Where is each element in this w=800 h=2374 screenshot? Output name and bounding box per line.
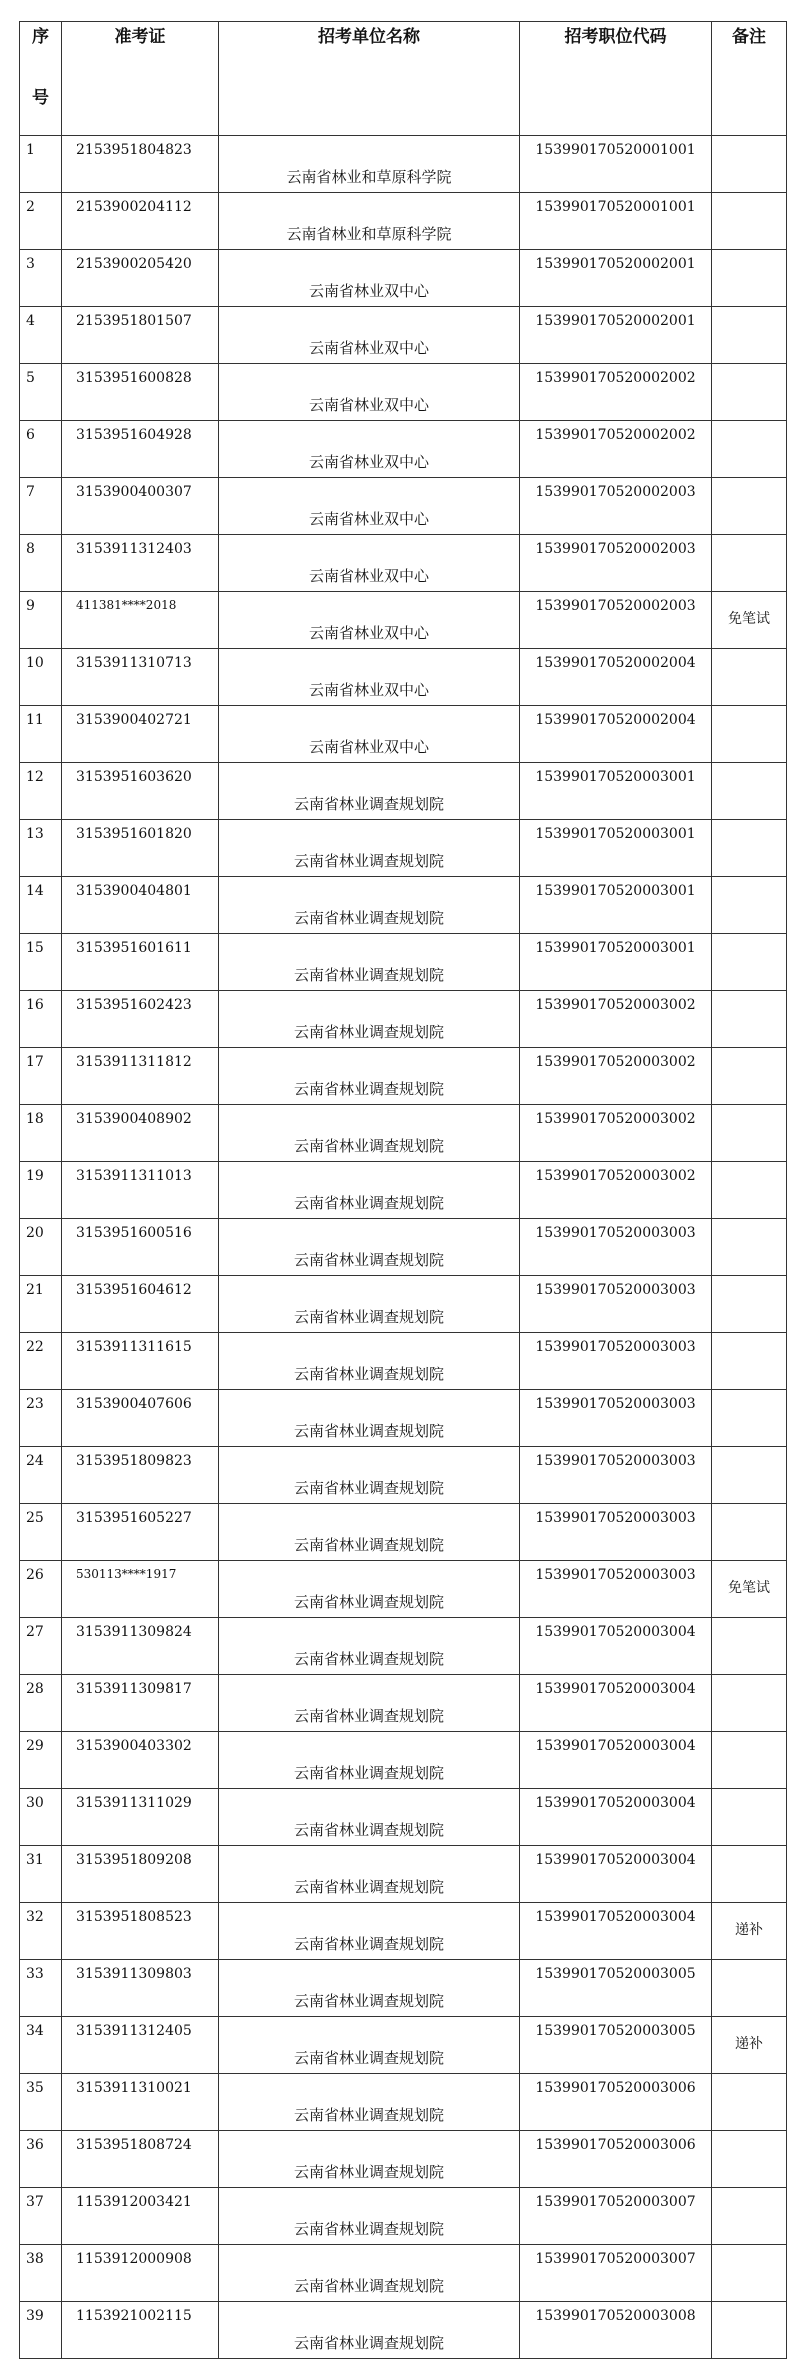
row-ticket-cell: 3153951604612 xyxy=(62,1276,219,1333)
table-row xyxy=(20,1561,787,1618)
row-note-cell xyxy=(712,1162,787,1219)
row-seq-cell: 14 xyxy=(20,877,62,934)
row-unit-cell: 云南省林业调查规划院 xyxy=(219,1276,520,1333)
table-row xyxy=(20,2245,787,2302)
row-ticket-cell: 3153900400307 xyxy=(62,478,219,535)
row-ticket-cell: 3153951600828 xyxy=(62,364,219,421)
row-note-cell xyxy=(712,2245,787,2302)
table-row xyxy=(20,2131,787,2188)
row-note-cell xyxy=(712,364,787,421)
row-seq-cell: 35 xyxy=(20,2074,62,2131)
row-seq-cell: 8 xyxy=(20,535,62,592)
row-unit-cell: 云南省林业双中心 xyxy=(219,250,520,307)
row-position-code-cell: 153990170520002003 xyxy=(520,478,712,535)
row-seq-cell: 17 xyxy=(20,1048,62,1105)
row-seq-cell: 29 xyxy=(20,1732,62,1789)
row-note-cell xyxy=(712,1219,787,1276)
row-seq-cell: 5 xyxy=(20,364,62,421)
row-position-code-cell: 153990170520002002 xyxy=(520,364,712,421)
row-unit-cell: 云南省林业双中心 xyxy=(219,592,520,649)
table-row xyxy=(20,1276,787,1333)
row-position-code-cell: 153990170520003005 xyxy=(520,2017,712,2074)
row-seq-cell: 39 xyxy=(20,2302,62,2359)
row-note-cell: 递补 xyxy=(712,1903,787,1960)
row-seq-cell: 31 xyxy=(20,1846,62,1903)
row-note-cell xyxy=(712,1504,787,1561)
row-ticket-cell: 2153951801507 xyxy=(62,307,219,364)
table-row xyxy=(20,763,787,820)
row-note-cell xyxy=(712,820,787,877)
row-seq-cell: 33 xyxy=(20,1960,62,2017)
row-unit-cell: 云南省林业调查规划院 xyxy=(219,1960,520,2017)
header-seq-bottom: 号 xyxy=(32,88,49,108)
header-seq-top: 序 xyxy=(32,27,49,47)
row-seq-cell: 34 xyxy=(20,2017,62,2074)
row-note-cell xyxy=(712,1675,787,1732)
row-seq-cell: 20 xyxy=(20,1219,62,1276)
row-seq-cell: 13 xyxy=(20,820,62,877)
row-note-cell xyxy=(712,136,787,193)
row-unit-cell: 云南省林业调查规划院 xyxy=(219,1333,520,1390)
row-position-code-cell: 153990170520003002 xyxy=(520,1162,712,1219)
row-position-code-cell: 153990170520003003 xyxy=(520,1561,712,1618)
row-ticket-cell: 3153951605227 xyxy=(62,1504,219,1561)
row-ticket-cell: 1153921002115 xyxy=(62,2302,219,2359)
row-note-cell xyxy=(712,1960,787,2017)
row-seq-cell: 23 xyxy=(20,1390,62,1447)
row-unit-cell: 云南省林业调查规划院 xyxy=(219,763,520,820)
row-unit-cell: 云南省林业调查规划院 xyxy=(219,2302,520,2359)
table-row xyxy=(20,1732,787,1789)
header-note: 备注 xyxy=(712,22,787,136)
row-ticket-cell: 3153911310021 xyxy=(62,2074,219,2131)
row-position-code-cell: 153990170520003001 xyxy=(520,763,712,820)
row-seq-cell: 11 xyxy=(20,706,62,763)
row-note-cell xyxy=(712,535,787,592)
table-row xyxy=(20,2074,787,2131)
table-row xyxy=(20,1789,787,1846)
row-note-cell xyxy=(712,1618,787,1675)
table-row xyxy=(20,1390,787,1447)
row-unit-cell: 云南省林业双中心 xyxy=(219,706,520,763)
header-ticket: 准考证 xyxy=(62,22,219,136)
row-position-code-cell: 153990170520003006 xyxy=(520,2074,712,2131)
row-seq-cell: 1 xyxy=(20,136,62,193)
row-unit-cell: 云南省林业调查规划院 xyxy=(219,1504,520,1561)
table-row xyxy=(20,1618,787,1675)
row-position-code-cell: 153990170520001001 xyxy=(520,136,712,193)
row-ticket-cell: 3153900403302 xyxy=(62,1732,219,1789)
table-row xyxy=(20,706,787,763)
row-position-code-cell: 153990170520003001 xyxy=(520,820,712,877)
row-ticket-cell: 3153900402721 xyxy=(62,706,219,763)
row-ticket-cell: 3153911309803 xyxy=(62,1960,219,2017)
row-unit-cell: 云南省林业调查规划院 xyxy=(219,877,520,934)
row-ticket-cell: 3153911309824 xyxy=(62,1618,219,1675)
row-note-cell: 免笔试 xyxy=(712,592,787,649)
row-seq-cell: 30 xyxy=(20,1789,62,1846)
row-ticket-cell: 3153951603620 xyxy=(62,763,219,820)
row-ticket-cell: 3153911311013 xyxy=(62,1162,219,1219)
row-unit-cell: 云南省林业调查规划院 xyxy=(219,934,520,991)
row-position-code-cell: 153990170520003004 xyxy=(520,1903,712,1960)
row-ticket-cell: 411381****2018 xyxy=(62,592,219,649)
row-ticket-cell: 2153900205420 xyxy=(62,250,219,307)
row-ticket-cell: 1153912003421 xyxy=(62,2188,219,2245)
table-row xyxy=(20,193,787,250)
row-seq-cell: 4 xyxy=(20,307,62,364)
row-position-code-cell: 153990170520003001 xyxy=(520,877,712,934)
row-unit-cell: 云南省林业调查规划院 xyxy=(219,1105,520,1162)
row-unit-cell: 云南省林业调查规划院 xyxy=(219,820,520,877)
row-unit-cell: 云南省林业和草原科学院 xyxy=(219,136,520,193)
table-row xyxy=(20,1846,787,1903)
row-ticket-cell: 3153911311812 xyxy=(62,1048,219,1105)
row-seq-cell: 22 xyxy=(20,1333,62,1390)
row-ticket-cell: 3153900407606 xyxy=(62,1390,219,1447)
row-position-code-cell: 153990170520003002 xyxy=(520,1105,712,1162)
table-row xyxy=(20,1048,787,1105)
row-ticket-cell: 3153951601820 xyxy=(62,820,219,877)
row-position-code-cell: 153990170520003004 xyxy=(520,1618,712,1675)
row-seq-cell: 9 xyxy=(20,592,62,649)
row-seq-cell: 36 xyxy=(20,2131,62,2188)
row-position-code-cell: 153990170520003004 xyxy=(520,1846,712,1903)
row-position-code-cell: 153990170520003004 xyxy=(520,1675,712,1732)
row-seq-cell: 26 xyxy=(20,1561,62,1618)
table-row xyxy=(20,307,787,364)
row-ticket-cell: 3153951601611 xyxy=(62,934,219,991)
row-unit-cell: 云南省林业调查规划院 xyxy=(219,2188,520,2245)
table-row xyxy=(20,991,787,1048)
row-unit-cell: 云南省林业调查规划院 xyxy=(219,1447,520,1504)
header-seq xyxy=(20,22,62,136)
row-note-cell xyxy=(712,1390,787,1447)
table-row xyxy=(20,820,787,877)
row-seq-cell: 7 xyxy=(20,478,62,535)
row-ticket-cell: 3153911312405 xyxy=(62,2017,219,2074)
table-row xyxy=(20,421,787,478)
row-ticket-cell: 1153912000908 xyxy=(62,2245,219,2302)
row-note-cell xyxy=(712,1789,787,1846)
row-position-code-cell: 153990170520003008 xyxy=(520,2302,712,2359)
table-row xyxy=(20,1675,787,1732)
table-row xyxy=(20,649,787,706)
row-unit-cell: 云南省林业双中心 xyxy=(219,307,520,364)
row-note-cell xyxy=(712,1333,787,1390)
row-note-cell xyxy=(712,991,787,1048)
row-position-code-cell: 153990170520003005 xyxy=(520,1960,712,2017)
row-seq-cell: 12 xyxy=(20,763,62,820)
row-note-cell xyxy=(712,2302,787,2359)
row-note-cell: 递补 xyxy=(712,2017,787,2074)
table-row xyxy=(20,2302,787,2359)
row-note-cell xyxy=(712,877,787,934)
table-row xyxy=(20,1903,787,1960)
table-row xyxy=(20,250,787,307)
row-note-cell xyxy=(712,1732,787,1789)
row-position-code-cell: 153990170520003003 xyxy=(520,1504,712,1561)
table-row xyxy=(20,535,787,592)
row-note-cell xyxy=(712,649,787,706)
row-note-cell xyxy=(712,1447,787,1504)
row-note-cell xyxy=(712,1048,787,1105)
table-body xyxy=(20,136,787,2359)
table-row xyxy=(20,1219,787,1276)
row-position-code-cell: 153990170520003003 xyxy=(520,1390,712,1447)
row-note-cell xyxy=(712,478,787,535)
row-ticket-cell: 3153911309817 xyxy=(62,1675,219,1732)
row-unit-cell: 云南省林业调查规划院 xyxy=(219,1561,520,1618)
row-ticket-cell: 3153951604928 xyxy=(62,421,219,478)
row-ticket-cell: 3153911312403 xyxy=(62,535,219,592)
row-position-code-cell: 153990170520003007 xyxy=(520,2188,712,2245)
row-position-code-cell: 153990170520003004 xyxy=(520,1732,712,1789)
row-seq-cell: 28 xyxy=(20,1675,62,1732)
row-position-code-cell: 153990170520003007 xyxy=(520,2245,712,2302)
row-position-code-cell: 153990170520003001 xyxy=(520,934,712,991)
row-ticket-cell: 2153900204112 xyxy=(62,193,219,250)
row-note-cell xyxy=(712,250,787,307)
row-note-cell xyxy=(712,307,787,364)
table-row xyxy=(20,1447,787,1504)
row-note-cell xyxy=(712,706,787,763)
row-note-cell xyxy=(712,934,787,991)
row-unit-cell: 云南省林业双中心 xyxy=(219,649,520,706)
row-note-cell: 免笔试 xyxy=(712,1561,787,1618)
table-row xyxy=(20,136,787,193)
row-note-cell xyxy=(712,2188,787,2245)
row-position-code-cell: 153990170520003003 xyxy=(520,1333,712,1390)
candidate-roster-table xyxy=(19,21,787,2359)
row-seq-cell: 3 xyxy=(20,250,62,307)
table-row xyxy=(20,592,787,649)
row-unit-cell: 云南省林业双中心 xyxy=(219,364,520,421)
row-seq-cell: 38 xyxy=(20,2245,62,2302)
row-position-code-cell: 153990170520003002 xyxy=(520,1048,712,1105)
header-unit: 招考单位名称 xyxy=(219,22,520,136)
row-unit-cell: 云南省林业调查规划院 xyxy=(219,1903,520,1960)
row-position-code-cell: 153990170520002004 xyxy=(520,706,712,763)
table-row xyxy=(20,364,787,421)
row-note-cell xyxy=(712,193,787,250)
row-ticket-cell: 3153951809208 xyxy=(62,1846,219,1903)
row-position-code-cell: 153990170520002004 xyxy=(520,649,712,706)
row-ticket-cell: 3153900404801 xyxy=(62,877,219,934)
table-row xyxy=(20,1105,787,1162)
row-ticket-cell: 3153951808523 xyxy=(62,1903,219,1960)
row-unit-cell: 云南省林业双中心 xyxy=(219,478,520,535)
row-note-cell xyxy=(712,763,787,820)
row-seq-cell: 16 xyxy=(20,991,62,1048)
header-row xyxy=(20,22,787,136)
row-position-code-cell: 153990170520002003 xyxy=(520,592,712,649)
row-ticket-cell: 3153900408902 xyxy=(62,1105,219,1162)
row-seq-cell: 27 xyxy=(20,1618,62,1675)
row-ticket-cell: 530113****1917 xyxy=(62,1561,219,1618)
row-unit-cell: 云南省林业调查规划院 xyxy=(219,2017,520,2074)
row-note-cell xyxy=(712,1846,787,1903)
row-position-code-cell: 153990170520001001 xyxy=(520,193,712,250)
row-seq-cell: 37 xyxy=(20,2188,62,2245)
table-row xyxy=(20,1333,787,1390)
row-ticket-cell: 3153911311615 xyxy=(62,1333,219,1390)
row-ticket-cell: 3153951809823 xyxy=(62,1447,219,1504)
row-note-cell xyxy=(712,2131,787,2188)
table-row xyxy=(20,1162,787,1219)
table-row xyxy=(20,1960,787,2017)
table-row xyxy=(20,877,787,934)
row-seq-cell: 19 xyxy=(20,1162,62,1219)
row-unit-cell: 云南省林业调查规划院 xyxy=(219,2131,520,2188)
row-unit-cell: 云南省林业和草原科学院 xyxy=(219,193,520,250)
row-position-code-cell: 153990170520003004 xyxy=(520,1789,712,1846)
row-unit-cell: 云南省林业调查规划院 xyxy=(219,1390,520,1447)
table-row xyxy=(20,2017,787,2074)
row-position-code-cell: 153990170520002001 xyxy=(520,250,712,307)
row-position-code-cell: 153990170520003003 xyxy=(520,1219,712,1276)
row-ticket-cell: 3153911310713 xyxy=(62,649,219,706)
row-ticket-cell: 3153951808724 xyxy=(62,2131,219,2188)
row-position-code-cell: 153990170520003003 xyxy=(520,1447,712,1504)
row-unit-cell: 云南省林业调查规划院 xyxy=(219,1789,520,1846)
row-ticket-cell: 3153951602423 xyxy=(62,991,219,1048)
row-unit-cell: 云南省林业调查规划院 xyxy=(219,1846,520,1903)
row-unit-cell: 云南省林业双中心 xyxy=(219,421,520,478)
row-position-code-cell: 153990170520003003 xyxy=(520,1276,712,1333)
row-unit-cell: 云南省林业调查规划院 xyxy=(219,1162,520,1219)
row-position-code-cell: 153990170520002003 xyxy=(520,535,712,592)
row-unit-cell: 云南省林业调查规划院 xyxy=(219,1219,520,1276)
row-seq-cell: 15 xyxy=(20,934,62,991)
row-unit-cell: 云南省林业双中心 xyxy=(219,535,520,592)
row-seq-cell: 24 xyxy=(20,1447,62,1504)
row-seq-cell: 21 xyxy=(20,1276,62,1333)
row-ticket-cell: 3153911311029 xyxy=(62,1789,219,1846)
row-ticket-cell: 3153951600516 xyxy=(62,1219,219,1276)
row-unit-cell: 云南省林业调查规划院 xyxy=(219,1732,520,1789)
row-position-code-cell: 153990170520003006 xyxy=(520,2131,712,2188)
row-note-cell xyxy=(712,1105,787,1162)
header-position-code: 招考职位代码 xyxy=(520,22,712,136)
row-seq-cell: 25 xyxy=(20,1504,62,1561)
row-seq-cell: 18 xyxy=(20,1105,62,1162)
row-unit-cell: 云南省林业调查规划院 xyxy=(219,1675,520,1732)
row-ticket-cell: 2153951804823 xyxy=(62,136,219,193)
row-note-cell xyxy=(712,2074,787,2131)
row-seq-cell: 32 xyxy=(20,1903,62,1960)
row-note-cell xyxy=(712,421,787,478)
table-row xyxy=(20,478,787,535)
table-header xyxy=(20,22,787,136)
row-seq-cell: 2 xyxy=(20,193,62,250)
row-note-cell xyxy=(712,1276,787,1333)
table-row xyxy=(20,934,787,991)
row-unit-cell: 云南省林业调查规划院 xyxy=(219,1618,520,1675)
row-position-code-cell: 153990170520002002 xyxy=(520,421,712,478)
row-position-code-cell: 153990170520002001 xyxy=(520,307,712,364)
table-row xyxy=(20,2188,787,2245)
row-unit-cell: 云南省林业调查规划院 xyxy=(219,2245,520,2302)
table-row xyxy=(20,1504,787,1561)
row-seq-cell: 6 xyxy=(20,421,62,478)
row-unit-cell: 云南省林业调查规划院 xyxy=(219,991,520,1048)
row-position-code-cell: 153990170520003002 xyxy=(520,991,712,1048)
row-unit-cell: 云南省林业调查规划院 xyxy=(219,2074,520,2131)
row-unit-cell: 云南省林业调查规划院 xyxy=(219,1048,520,1105)
row-seq-cell: 10 xyxy=(20,649,62,706)
